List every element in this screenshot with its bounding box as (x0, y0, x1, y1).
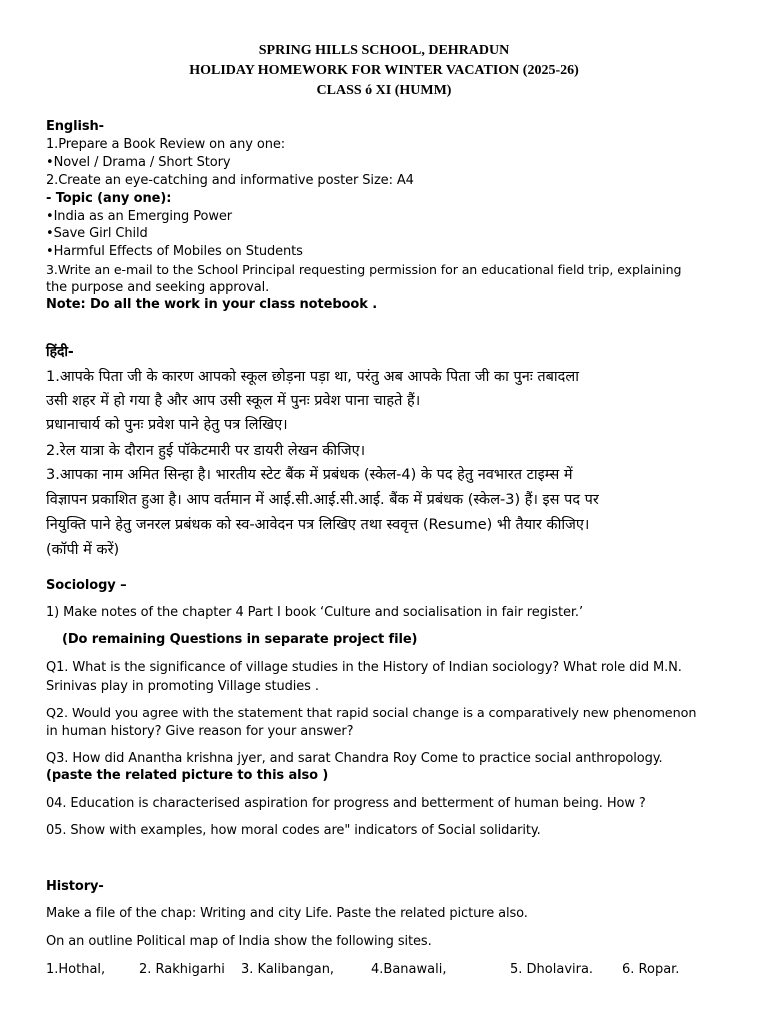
hindi-line: 2.रेल यात्रा के दौरान हुई पॉकेटमारी पर डायरी लेखन कीजिए। (46, 443, 366, 459)
hindi-line: उसी शहर में हो गया है और आप उसी स्कूल में पुनः प्रवेश पाना चाहते हैं। (46, 393, 421, 409)
english-line: •Novel / Drama / Short Story (46, 155, 231, 170)
english-q3-cont: the purpose and seeking approval. (46, 280, 270, 295)
sociology-question: Q1. What is the significance of village studies in the History of Indian sociology? What role did M.N. (46, 660, 682, 675)
sociology-question-note: (paste the related picture to this also ) (46, 768, 329, 783)
document-title: HOLIDAY HOMEWORK FOR WINTER VACATION (2025-26) (189, 63, 579, 78)
school-name: SPRING HILLS SCHOOL, DEHRADUN (258, 43, 510, 58)
english-note: Note: Do all the work in your class notebook . (46, 297, 378, 312)
sociology-question: 05. Show with examples, how moral codes are" indicators of Social solidarity. (46, 823, 541, 838)
history-heading: History- (46, 879, 104, 894)
sociology-question: 04. Education is characterised aspiration for progress and betterment of human being. How ? (46, 796, 646, 811)
history-line: On an outline Political map of India show the following sites. (46, 934, 432, 949)
english-q3: 3.Write an e-mail to the School Principal requesting permission for an educational field trip, explaining (46, 262, 682, 277)
sociology-question-cont: in human history? Give reason for your answer? (46, 724, 354, 739)
hindi-heading: हिंदी- (46, 344, 74, 360)
history-line: Make a file of the chap: Writing and city Life. Paste the related picture also. (46, 906, 528, 921)
hindi-line: प्रधानाचार्य को पुनः प्रवेश पाने हेतु पत्र लिखिए। (46, 417, 288, 433)
history-site: 2. Rakhigarhi (139, 962, 225, 977)
history-site: 5. Dholavira. (510, 962, 594, 977)
english-heading: English- (46, 119, 104, 134)
english-line: 2.Create an eye-catching and informative poster Size: A4 (46, 173, 414, 188)
hindi-line: 1.आपके पिता जी के कारण आपको स्कूल छोड़ना पड़ा था, परंतु अब आपके पिता जी का पुनः तबादला (46, 369, 579, 385)
english-topic: •India as an Emerging Power (46, 209, 232, 224)
history-site: 4.Banawali, (371, 962, 447, 977)
hindi-line: नियुक्ति पाने हेतु जनरल प्रबंधक को स्व-आवेदन पत्र लिखिए तथा स्ववृत्त (Resume) भी तैयार कीजिए। (46, 517, 590, 533)
sociology-heading: Sociology – (46, 578, 127, 593)
sociology-question-cont: Srinivas play in promoting Village studies . (46, 679, 319, 694)
hindi-line: विज्ञापन प्रकाशित हुआ है। आप वर्तमान में आई.सी.आई.सी.आई. बैंक में प्रबंधक (स्केल-3) हैं। इस पद पर (46, 492, 599, 508)
sociology-question: Q3. How did Anantha krishna jyer, and sarat Chandra Roy Come to practice social anthropology. (46, 751, 663, 766)
hindi-line: (कॉपी में करें) (46, 542, 120, 558)
history-site: 6. Ropar. (622, 962, 680, 977)
english-line: 1.Prepare a Book Review on any one: (46, 137, 286, 152)
english-topic: •Save Girl Child (46, 226, 148, 241)
class-label: CLASS ó XI (HUMM) (316, 83, 452, 98)
history-site: 1.Hothal, (46, 962, 106, 977)
history-site: 3. Kalibangan, (241, 962, 335, 977)
sociology-question: Q2. Would you agree with the statement that rapid social change is a comparatively new phenomenon (46, 706, 697, 721)
english-topic-heading: - Topic (any one): (46, 191, 172, 206)
sociology-item: 1) Make notes of the chapter 4 Part I book ‘Culture and socialisation in fair register.’ (46, 605, 583, 620)
sociology-instruction: (Do remaining Questions in separate project file) (62, 632, 418, 647)
hindi-line: 3.आपका नाम अमित सिन्हा है। भारतीय स्टेट बैंक में प्रबंधक (स्केल-4) के पद हेतु नवभारत टाइम्स में (46, 467, 573, 483)
english-topic: •Harmful Effects of Mobiles on Students (46, 244, 303, 259)
